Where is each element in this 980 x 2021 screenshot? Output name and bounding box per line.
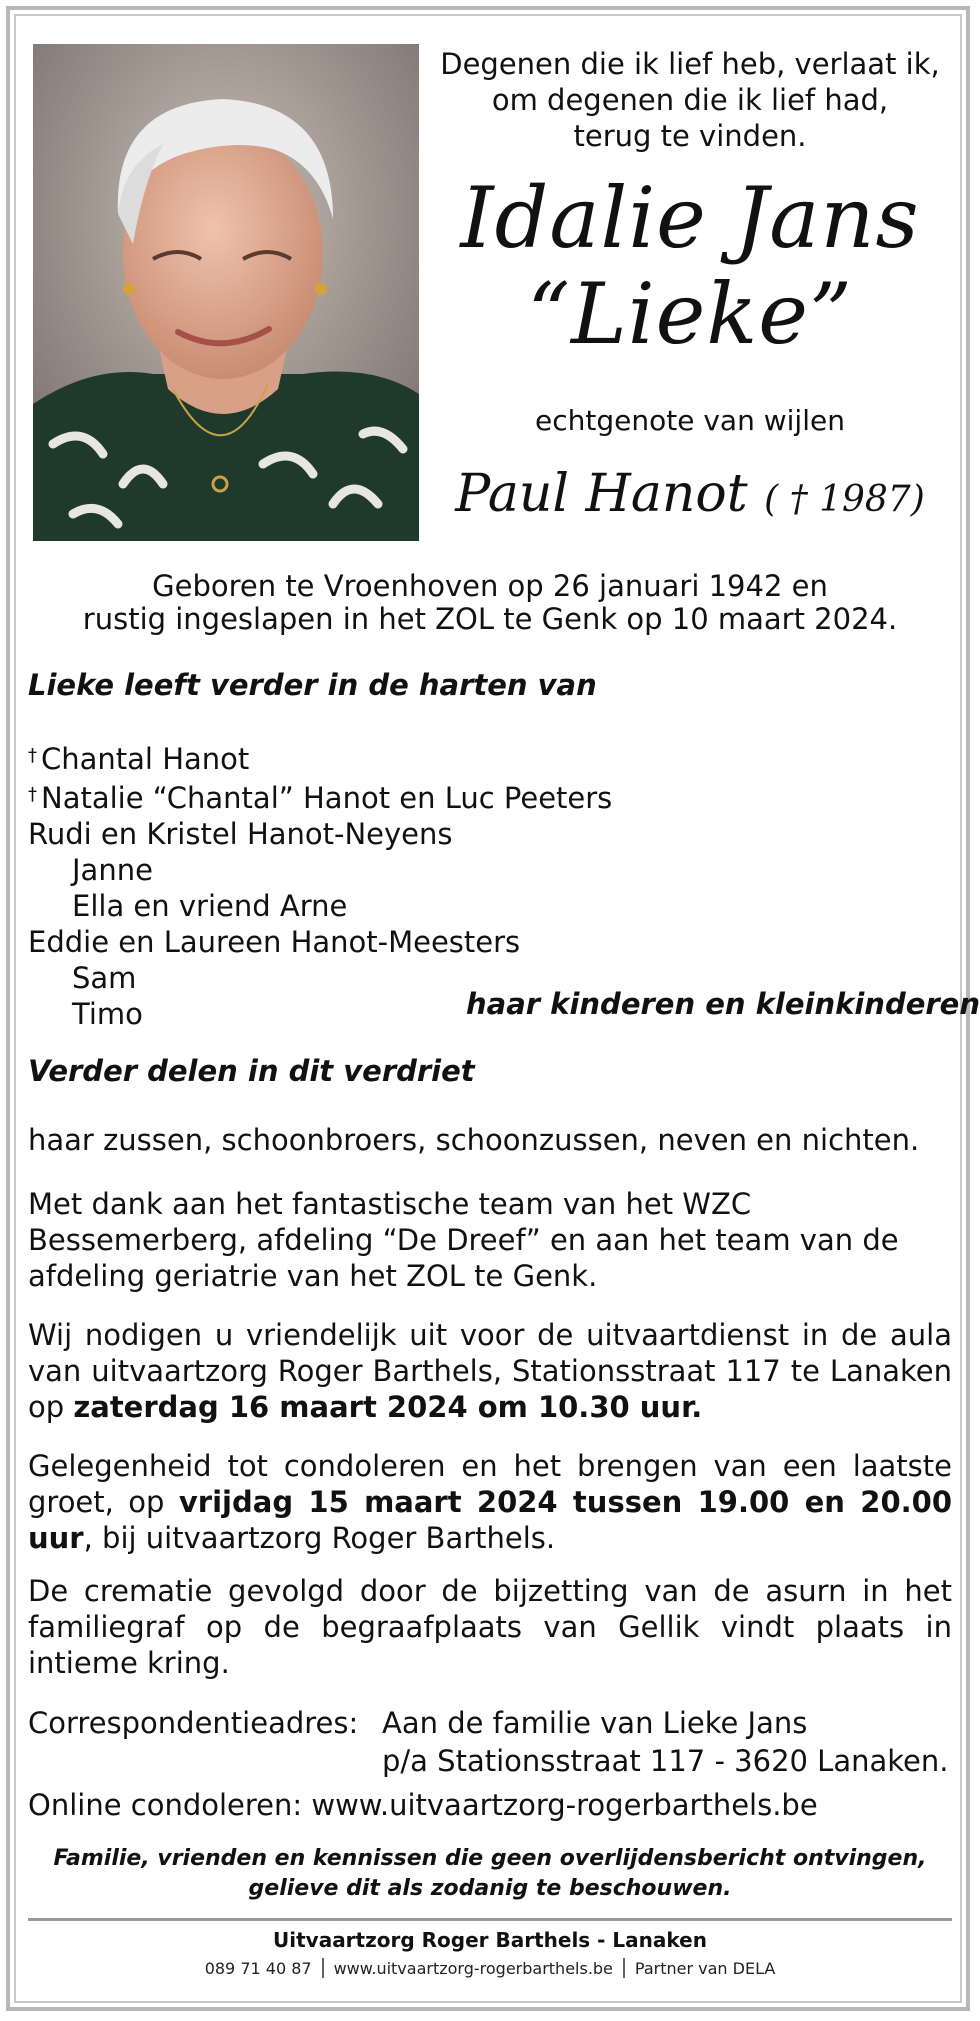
notice-line: gelieve dit als zodanig te beschouwen. [248,1876,732,1901]
cross-icon: † [28,784,37,805]
others-text: haar zussen, schoonbroers, schoonzussen, neven en nichten. [28,1123,920,1157]
poem-line: Degenen die ik lief heb, verlaat ik, [440,47,940,81]
footer-partner: Partner van DELA [634,1959,776,1978]
notice [28,1844,952,1904]
correspondence-label: Correspondentieadres: [28,1706,359,1740]
family-member: † Chantal Hanot [28,742,250,776]
family-member: Rudi en Kristel Hanot-Neyens [28,817,453,851]
family-role: haar kinderen en kleinkinderen [466,987,980,1021]
service-datetime: zaterdag 16 maart 2024 om 10.30 uur. [73,1390,703,1424]
notice-line: Familie, vrienden en kennissen die geen overlijdensbericht ontvingen, [53,1846,927,1871]
spouse-label: echtgenote van wijlen [535,404,845,437]
others-heading: Verder delen in dit verdriet [28,1054,475,1088]
family-member: Ella en vriend Arne [72,889,348,923]
poem [430,46,950,154]
deceased-name: Idalie Jans [460,169,920,267]
cremation-text: De crematie gevolgd door de bijzetting van de asurn in het familiegraf op de begraafplaats van Gellik vindt plaats in intieme kring. [28,1574,952,1680]
footer-title: Uitvaartzorg Roger Barthels - Lanaken [273,1928,707,1952]
family-member: Eddie en Laureen Hanot-Meesters [28,925,521,959]
family-member: Janne [72,853,153,887]
footer-phone: 089 71 40 87 [204,1959,312,1978]
correspondence-line2: p/a Stationsstraat 117 - 3620 Lanaken. [382,1744,949,1778]
footer-divider [28,1918,952,1921]
spouse-death-note: ( † 1987) [764,479,925,520]
family-member: † Natalie “Chantal” Hanot en Luc Peeters [28,781,613,815]
spouse-block [430,464,950,530]
portrait-photo [33,44,419,541]
poem-line: om degenen die ik lief had, [491,83,889,117]
spouse-name: Paul Hanot [455,464,748,524]
separator [623,1958,625,1978]
family-member: Timo [72,997,143,1031]
cross-icon: † [28,745,37,766]
deceased-nickname: “Lieke” [527,265,853,363]
deceased-name-block [430,170,950,362]
family-member: Sam [72,961,137,995]
online-condolence-link[interactable]: Online condoleren: www.uitvaartzorg-rogerbarthels.be [28,1788,818,1822]
footer-contact [28,1958,952,1978]
death-line: rustig ingeslapen in het ZOL te Genk op 10 maart 2024. [82,602,898,636]
thanks-text: Met dank aan het fantastische team van het WZC Bessemerberg, afdeling “De Dreef” en aan het team van de afdeling geriatrie van het ZOL te Genk. [28,1187,899,1293]
family-heading: Lieke leeft verder in de harten van [28,668,597,702]
condolence-text: Gelegenheid tot condoleren en het brengen van een laatste groet, op vrijdag 15 maart 2024 tussen 19.00 en 20.00 uur, bij uitvaartzorg Roger Barthels. [28,1449,952,1555]
condolence-datetime: vrijdag 15 maart 2024 tussen 19.00 en 20.00 uur [28,1485,952,1555]
correspondence-address [28,1704,948,1780]
separator [322,1958,324,1978]
poem-line: terug te vinden. [573,119,807,153]
birth-death-text [30,570,950,636]
service-text: Wij nodigen u vriendelijk uit voor de uitvaartdienst in de aula van uitvaartzorg Roger Barthels, Stationsstraat 117 te Lanaken op zaterdag 16 maart 2024 om 10.30 uur. [28,1318,952,1424]
birth-line: Geboren te Vroenhoven op 26 januari 1942 en [152,569,828,603]
footer-website[interactable]: www.uitvaartzorg-rogerbarthels.be [333,1959,613,1978]
correspondence-line1: Aan de familie van Lieke Jans [382,1706,808,1740]
